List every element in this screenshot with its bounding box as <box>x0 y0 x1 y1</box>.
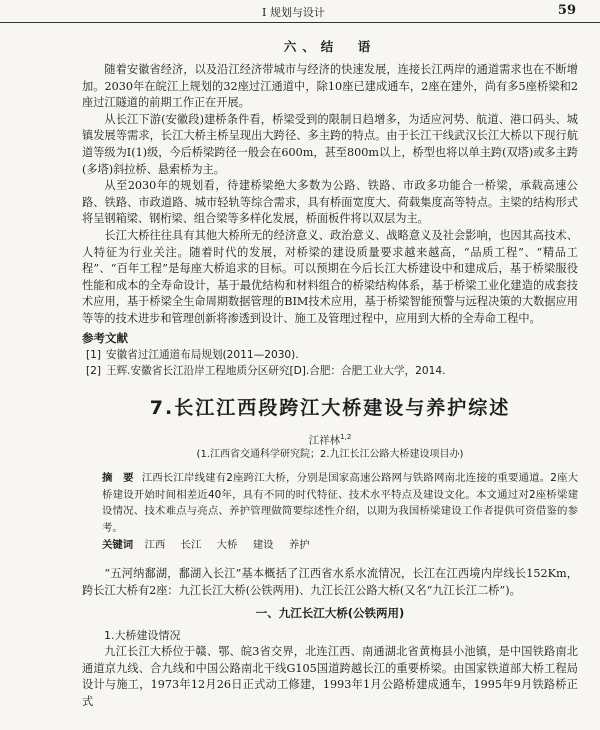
page-number: 59 <box>557 3 576 18</box>
conclusion-heading: 六、结 语 <box>283 39 377 54</box>
subsection-heading: 1.大桥建设情况 <box>104 629 181 643</box>
abstract-text: 江西长江岸线建有2座跨江大桥，分别是国家高速公路网与铁路网南北连接的重要通道。2座大桥建设开始时间相差近40年，具有不同的时代特征、技术水平特点及建设文化。本文通过对2座桥梁建设情况、技术难点与亮点、养护管理做简要综述性介绍，以期为我国桥梁建设工作者提供可资借鉴的参考。 <box>102 472 579 534</box>
reference-number: [2] <box>86 364 102 377</box>
conclusion-paragraph: 从至2030年的规划看，待建桥梁绝大多数为公路、铁路、市政多功能合一桥梁，承载高速公路、铁路、市政道路、城市轻轨等综合需求，具有桥面宽度大、荷载集度高等特点。主梁的结构形式将呈钢箱梁、钢桁梁、组合梁等多样化发展，桥面板件将以双层为主。 <box>82 179 578 226</box>
conclusion-paragraph: 从长江下游(安徽段)建桥条件看，桥梁受到的限制日趋增多，为适应河势、航道、港口码头、城镇发展等需求，长江大桥主桥呈现出大跨径、多主跨的特点。由于长江干线武汉长江大桥以下现行航道等级为Ⅰ(1)级，今后桥梁跨径一般会在600m，甚至800m以上，桥型也将以单主跨(双塔)或多主跨(多塔)斜拉桥、悬索桥为主。 <box>82 112 578 176</box>
abstract-label: 摘 要 <box>102 472 134 484</box>
keyword: 建设 <box>252 539 274 551</box>
page-header <box>0 0 600 23</box>
conclusion-paragraph: 随着安徽省经济，以及沿江经济带城市与经济的快速发展，连接长江两岸的通道需求也在不断增加。2030年在皖江上规划的32座过江通道中，除10座已建成通车，2座在建外，尚有多5座桥梁和2座过江隧道的前期工作正在开展。 <box>82 63 578 110</box>
keyword: 大桥 <box>216 539 238 551</box>
section-heading: 一、九江长江大桥(公铁两用) <box>255 606 405 621</box>
page-content <box>82 30 578 711</box>
author-line <box>82 430 578 448</box>
keyword: 养护 <box>288 539 310 551</box>
author-affiliation: (1.江西省交通科学研究院；2.九江长江公路大桥建设项目办) <box>196 449 464 460</box>
author-affiliation-mark: 1,2 <box>340 432 352 441</box>
running-head: Ⅰ 规划与设计 <box>262 6 325 19</box>
abstract <box>82 470 578 536</box>
reference-item <box>82 347 578 363</box>
reference-text: 王辉.安徽省长江沿岸工程地质分区研究[D].合肥：合肥工业大学，2014. <box>106 364 446 377</box>
reference-text: 安徽省过江通道布局规划(2011—2030). <box>106 348 299 361</box>
conclusion-paragraph: 长江大桥往往具有其他大桥所无的经济意义、政治意义、战略意义及社会影响，也因其高技术、人特征为行业关注。随着时代的发展，对桥梁的建设质量要求越来越高，“品质工程”、“精品工程”、“百年工程”是每座大桥追求的目标。可以预期在今后长江大桥建设中和建成后，基于桥梁服役性能和成本的全寿命设计，基于最优结构和材料组合的桥梁结构体系，基于桥梁工业化建造的成套技术应用，基于桥梁全生命周期数据管理的BIM技术应用，基于桥梁智能预警与远程决策的大数据应用等等的技术进步和管理创新将渗透到设计、施工及管理过程中，应用到大桥的全寿命工程中。 <box>82 228 578 325</box>
section-paragraph: 九江长江大桥位于赣、鄂、皖3省交界，北连江西、南通湖北省黄梅县小池镇，是中国铁路南北通道京九线、合九线和中国公路南北干线G105国道跨越长江的重要桥梁。由国家铁道部大桥工程局设计与施工，1973年12月26日正式动工修建，1993年1月公路桥建成通车，1995年9月铁路桥正式 <box>82 645 578 708</box>
reference-item <box>82 363 578 379</box>
keyword: 江西 <box>144 539 166 551</box>
keywords <box>82 536 578 554</box>
reference-number: [1] <box>86 348 102 361</box>
keyword: 长江 <box>180 539 202 551</box>
references-heading: 参考文献 <box>82 330 128 345</box>
keywords-label: 关键词 <box>102 539 134 551</box>
article-title: 7.长江江西段跨江大桥建设与养护综述 <box>149 396 511 419</box>
intro-paragraph: “五河纳鄱湖，鄱湖入长江”基本概括了江西省水系水流情况，长江在江西境内岸线长152Km，跨长江大桥有2座：九江长江大桥(公铁两用)、九江长江公路大桥(又名“九江长江二桥”)。 <box>82 567 578 597</box>
author-name: 江祥林 <box>308 434 341 446</box>
